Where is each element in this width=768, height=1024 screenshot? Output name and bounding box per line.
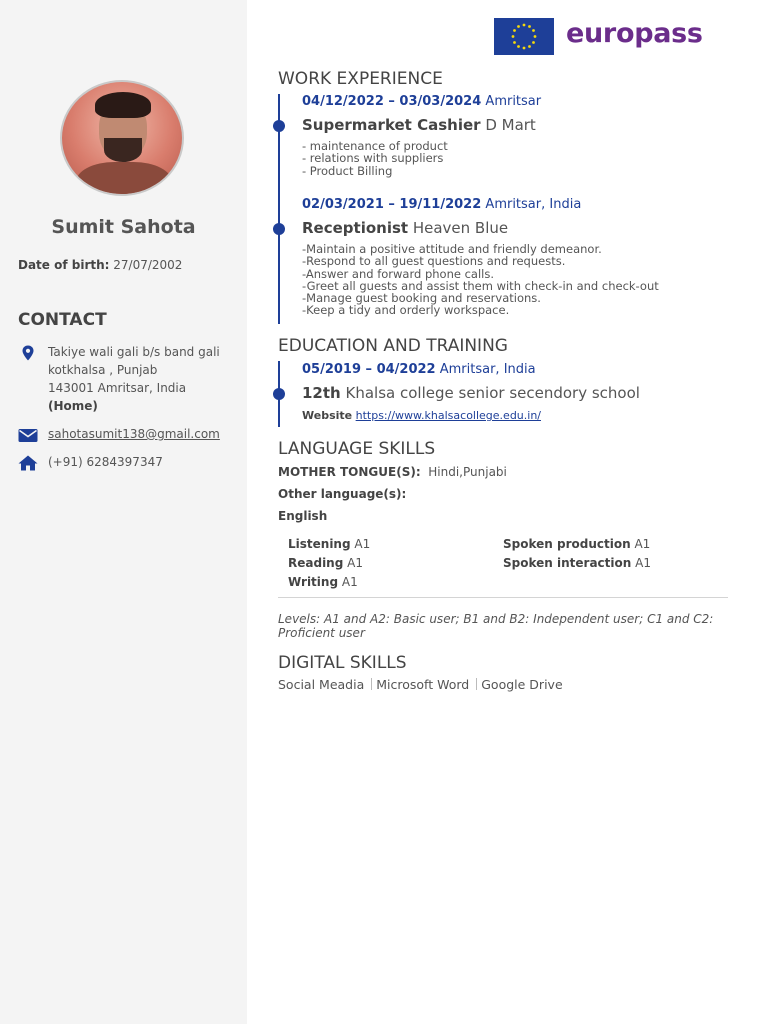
timeline-dot: [273, 120, 285, 132]
profile-photo: [60, 80, 184, 196]
education-website: [302, 409, 732, 422]
digital-skills-list: [278, 677, 563, 692]
email-link[interactable]: sahotasumit138@gmail.com: [48, 427, 220, 441]
work-experience-heading: WORK EXPERIENCE: [278, 69, 443, 89]
date-of-birth: [18, 258, 182, 272]
skill-level: A1: [354, 537, 371, 551]
digital-skill: Google Drive: [481, 677, 563, 692]
work-description: -Maintain a positive attitude and friendly demeanor. -Respond to all guest questions and requests. -Answer and forward phone calls. -Greet all guests and assist them with check-in and check-out -Manage guest booking and reservations. -Keep a tidy and orderly workspace.: [302, 242, 659, 318]
website-link[interactable]: https://www.khalsacollege.edu.in/: [355, 409, 541, 422]
education-heading: EDUCATION AND TRAINING: [278, 336, 508, 356]
job-title: Supermarket Cashier: [302, 116, 481, 134]
date-range: 04/12/2022 – 03/03/2024: [302, 94, 482, 109]
education-qualification: [302, 384, 732, 402]
separator: [476, 678, 477, 690]
dob-value: 27/07/2002: [113, 258, 183, 272]
qualification: 12th: [302, 384, 341, 402]
contact-phone: [18, 453, 163, 471]
phone-number: (+91) 6284397347: [48, 455, 163, 469]
date-range: 05/2019 – 04/2022: [302, 362, 436, 377]
contact-email: [18, 425, 220, 443]
skill-level: A1: [341, 575, 358, 589]
sidebar: [0, 0, 247, 1024]
skill-level: A1: [634, 537, 651, 551]
other-languages-text: Other language(s):: [278, 487, 407, 501]
skill-level: A1: [347, 556, 363, 570]
skill-reading: [288, 556, 363, 570]
education-entry: [302, 362, 732, 422]
date-range: 02/03/2021 – 19/11/2022: [302, 197, 482, 212]
work-location: Amritsar: [485, 94, 542, 109]
address-line-3: 143001 Amritsar, India: [48, 381, 187, 395]
other-language-name: [278, 509, 327, 523]
website-label: Website: [302, 409, 353, 422]
employer: Heaven Blue: [412, 219, 509, 237]
eu-flag-icon: [494, 18, 554, 55]
contact-heading: CONTACT: [18, 310, 107, 330]
mother-tongue-value: Hindi,Punjabi: [428, 465, 507, 479]
work-entry: [302, 94, 732, 177]
skill-label: Writing: [288, 575, 339, 589]
skill-label: Spoken interaction: [503, 556, 632, 570]
skill-spoken-production: [503, 537, 650, 551]
education-location: Amritsar, India: [439, 362, 536, 377]
mother-tongue: [278, 465, 507, 479]
work-entry: [302, 197, 732, 317]
employer: D Mart: [485, 116, 536, 134]
envelope-icon: [18, 427, 38, 443]
address-type: (Home): [48, 399, 98, 413]
job-title: Receptionist: [302, 219, 409, 237]
location-pin-icon: [18, 345, 38, 361]
language-name: English: [278, 509, 328, 523]
work-description: - maintenance of product - relations with suppliers - Product Billing: [302, 139, 448, 178]
language-skills-heading: LANGUAGE SKILLS: [278, 439, 436, 459]
skill-label: Reading: [288, 556, 344, 570]
separator: [371, 678, 372, 690]
address-line-1: Takiye wali gali b/s band gali: [48, 345, 220, 359]
work-location: Amritsar, India: [485, 197, 582, 212]
digital-skill: Microsoft Word: [376, 677, 470, 692]
other-languages-label: [278, 487, 406, 501]
work-role: [302, 219, 732, 237]
work-role: [302, 116, 732, 134]
mother-tongue-label: MOTHER TONGUE(S):: [278, 465, 421, 479]
skill-level: A1: [635, 556, 651, 570]
skill-label: Spoken production: [503, 537, 631, 551]
home-icon: [18, 455, 38, 471]
skill-writing: [288, 575, 358, 589]
divider: [278, 597, 728, 598]
digital-skill: Social Meadia: [278, 677, 365, 692]
timeline-dot: [273, 223, 285, 235]
profile-name: Sumit Sahota: [51, 216, 196, 238]
levels-note: Levels: A1 and A2: Basic user; B1 and B2: Independent user; C1 and C2: Proficient user: [278, 612, 714, 640]
education-dates: [302, 362, 732, 377]
work-dates: [302, 94, 732, 109]
skill-spoken-interaction: [503, 556, 651, 570]
work-dates: [302, 197, 732, 212]
europass-wordmark: europass: [566, 18, 703, 49]
timeline-dot: [273, 388, 285, 400]
institution: Khalsa college senior secendory school: [345, 384, 640, 402]
digital-skills-heading: DIGITAL SKILLS: [278, 653, 407, 673]
skill-label: Listening: [288, 537, 351, 551]
address-line-2: kotkhalsa , Punjab: [48, 363, 158, 377]
contact-address: [18, 343, 220, 415]
dob-label: Date of birth:: [18, 258, 110, 272]
skill-listening: [288, 537, 370, 551]
